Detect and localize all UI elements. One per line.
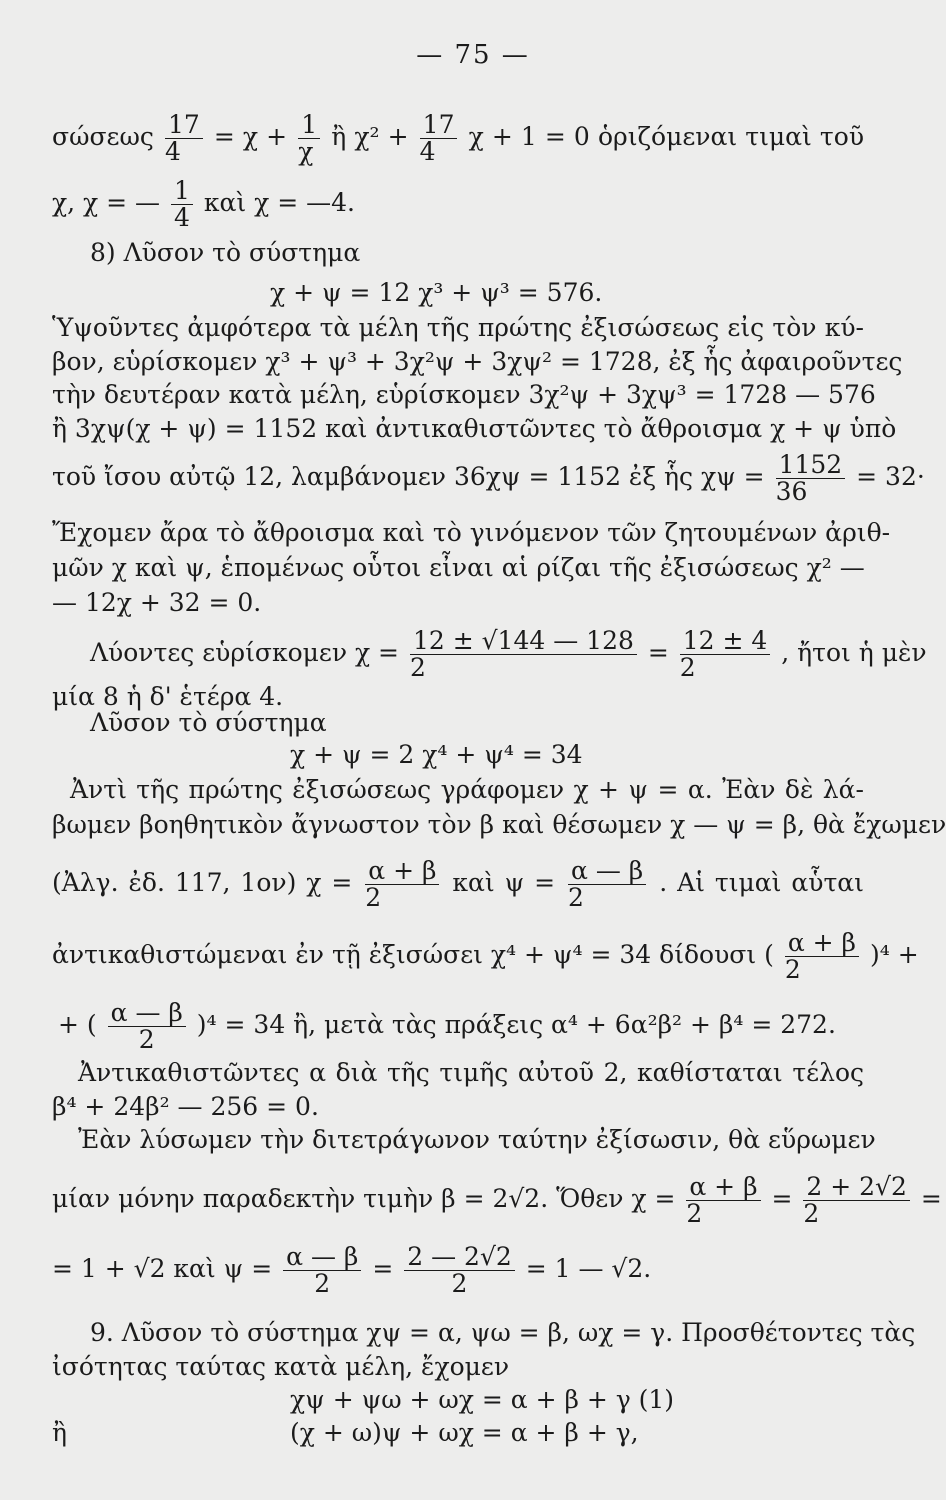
numerator: 17 xyxy=(420,112,458,139)
text: ἀντικαθιστώμεναι ἐν τῇ ἐξισώσει χ⁴ + ψ⁴ = 34 δίδουσι ( xyxy=(52,940,774,969)
text-line-10: Ἔχομεν ἄρα τὸ ἄθροισμα καὶ τὸ γινόμενον τῶν ζητουμένων ἀριθ- xyxy=(52,518,891,547)
text: ἢ χ² + xyxy=(331,122,409,151)
fraction xyxy=(410,628,637,681)
text-line-22: Ἀντικαθιστῶντες α διὰ τῆς τιμῆς αὐτοῦ 2, καθίσταται τέλος xyxy=(78,1058,864,1087)
numerator: 2 — 2√2 xyxy=(404,1244,515,1271)
equation-number: (1) xyxy=(638,1385,674,1414)
denominator: 2 xyxy=(803,1199,820,1228)
numerator: α + β xyxy=(686,1174,760,1201)
numerator: 1 xyxy=(298,112,320,139)
denominator: 2 xyxy=(314,1269,331,1298)
text-line-27: 9. Λῦσον τὸ σύστημα χψ = α, ψω = β, ωχ = γ. Προσθέτοντες τὰς xyxy=(90,1318,916,1347)
text-line-19 xyxy=(52,858,864,911)
equation: χψ + ψω + ωχ = α + β + γ xyxy=(290,1385,631,1414)
fraction xyxy=(108,1000,186,1053)
text: καὶ ψ = xyxy=(452,868,556,897)
text-line-7: τὴν δευτέραν κατὰ μέλη, εὑρίσκομεν 3χ²ψ + 3χψ³ = 1728 — 576 xyxy=(52,380,876,409)
text-line-12: — 12χ + 32 = 0. xyxy=(52,588,262,617)
numerator: 2 + 2√2 xyxy=(803,1174,910,1201)
numerator: 1 xyxy=(171,178,193,205)
text-line-26 xyxy=(52,1244,864,1297)
text-line-8: ἢ 3χψ(χ + ψ) = 1152 καὶ ἀντικαθιστῶντες τὸ ἄθροισμα χ + ψ ὑπὸ xyxy=(52,414,897,443)
fraction xyxy=(365,858,439,911)
text: + ( xyxy=(58,1010,97,1039)
text: τοῦ ἴσου αὐτῷ 12, λαμβάνομεν 36χψ = 1152 ἐξ ἧς χψ = xyxy=(52,462,765,491)
numerator: α — β xyxy=(108,1000,186,1027)
fraction xyxy=(283,1244,361,1297)
text: = xyxy=(771,1184,793,1213)
text-line-15: Λῦσον τὸ σύστημα xyxy=(90,708,327,737)
text-line-3: 8) Λῦσον τὸ σύστημα xyxy=(90,238,361,267)
text-line-1 xyxy=(52,112,864,165)
text: σώσεως xyxy=(52,122,154,151)
fraction xyxy=(420,112,458,165)
text-line-9 xyxy=(52,450,925,506)
text: . Αἱ τιμαὶ αὗται xyxy=(659,868,864,897)
text: , ἤτοι ἡ μὲν xyxy=(781,638,927,667)
text: = xyxy=(920,1184,942,1213)
denominator: 2 xyxy=(365,883,382,912)
denominator: 2 xyxy=(679,653,696,682)
text-line-29 xyxy=(290,1385,864,1415)
fraction xyxy=(785,930,859,983)
fraction xyxy=(680,628,771,681)
fraction xyxy=(171,178,193,231)
text-line-6: βον, εὑρίσκομεν χ³ + ψ³ + 3χ²ψ + 3χψ² = 1728, ἐξ ἧς ἀφαιροῦντες xyxy=(52,347,903,376)
denominator: 4 xyxy=(164,137,181,166)
text-line-20 xyxy=(52,928,919,984)
text-line-13 xyxy=(90,626,927,682)
text: καὶ χ = —4. xyxy=(203,188,355,217)
text: Λύοντες εὑρίσκομεν χ = xyxy=(90,638,400,667)
page-number: — 75 — xyxy=(416,40,530,70)
denominator: 36 xyxy=(775,477,808,506)
denominator: 4 xyxy=(174,203,190,232)
fraction xyxy=(298,112,320,165)
numerator: 12 ± √144 — 128 xyxy=(410,628,637,655)
text: = xyxy=(647,638,669,667)
text-line-14: μία 8 ἡ δ' ἑτέρα 4. xyxy=(52,682,284,711)
numerator: α — β xyxy=(568,858,646,885)
denominator: 2 xyxy=(409,653,426,682)
denominator: 2 xyxy=(686,1199,703,1228)
text-line-18: βωμεν βοηθητικὸν ἄγνωστον τὸν β καὶ θέσωμεν χ — ψ = β, θὰ ἔχωμεν xyxy=(52,810,946,839)
denominator: 2 xyxy=(451,1269,468,1298)
fraction xyxy=(165,112,203,165)
denominator: 2 xyxy=(784,955,801,984)
denominator: χ xyxy=(298,137,314,166)
numerator: 12 ± 4 xyxy=(680,628,771,655)
fraction xyxy=(803,1174,910,1227)
fraction xyxy=(776,452,846,505)
text: = 1 + √2 καὶ ψ = xyxy=(52,1254,273,1283)
text: = χ + xyxy=(213,122,288,151)
fraction xyxy=(568,858,646,911)
text-line-11: μῶν χ καὶ ψ, ἑπομένως οὗτοι εἶναι αἱ ρίζαι τῆς ἐξισώσεως χ² — xyxy=(52,553,865,582)
text-line-30-eq: (χ + ω)ψ + ωχ = α + β + γ, xyxy=(290,1418,639,1447)
text-line-2 xyxy=(52,178,864,231)
numerator: α + β xyxy=(785,930,859,957)
numerator: α — β xyxy=(283,1244,361,1271)
numerator: 1152 xyxy=(776,452,846,479)
fraction xyxy=(404,1244,515,1297)
text: = 32· xyxy=(856,462,925,491)
text: ἢ xyxy=(52,1418,67,1447)
text-line-16: χ + ψ = 2 χ⁴ + ψ⁴ = 34 xyxy=(290,740,583,769)
denominator: 2 xyxy=(568,883,584,912)
numerator: α + β xyxy=(365,858,439,885)
text: χ + 1 = 0 ὁριζόμεναι τιμαὶ τοῦ xyxy=(468,122,865,151)
text-line-4: χ + ψ = 12 χ³ + ψ³ = 576. xyxy=(270,278,603,307)
numerator: 17 xyxy=(165,112,203,139)
text: = 1 — √2. xyxy=(525,1254,652,1283)
denominator: 4 xyxy=(419,137,436,166)
text: )⁴ = 34 ἢ, μετὰ τὰς πράξεις α⁴ + 6α²β² + β⁴ = 272. xyxy=(196,1010,836,1039)
denominator: 2 xyxy=(138,1025,155,1054)
text-line-24: Ἐὰν λύσωμεν τὴν διτετράγωνον ταύτην ἐξίσωσιν, θὰ εὕρωμεν xyxy=(78,1125,876,1154)
text: (Ἀλγ. ἐδ. 117, 1ον) χ = xyxy=(52,868,353,897)
text-line-21 xyxy=(58,1000,864,1053)
text-line-25 xyxy=(52,1172,942,1228)
text: = xyxy=(372,1254,394,1283)
text: χ, χ = — xyxy=(52,188,161,217)
fraction xyxy=(686,1174,760,1227)
text: )⁴ + xyxy=(869,940,919,969)
text-line-23: β⁴ + 24β² — 256 = 0. xyxy=(52,1092,319,1121)
text-line-28: ἰσότητας ταύτας κατὰ μέλη, ἔχομεν xyxy=(52,1352,510,1381)
text-line-5: Ὑψοῦντες ἀμφότερα τὰ μέλη τῆς πρώτης ἐξισώσεως εἰς τὸν κύ- xyxy=(52,313,864,342)
text-line-17: Ἀντὶ τῆς πρώτης ἐξισώσεως γράφομεν χ + ψ = α. Ἐὰν δὲ λά- xyxy=(70,775,864,804)
text: μίαν μόνην παραδεκτὴν τιμὴν β = 2√2. Ὅθεν χ = xyxy=(52,1184,676,1213)
